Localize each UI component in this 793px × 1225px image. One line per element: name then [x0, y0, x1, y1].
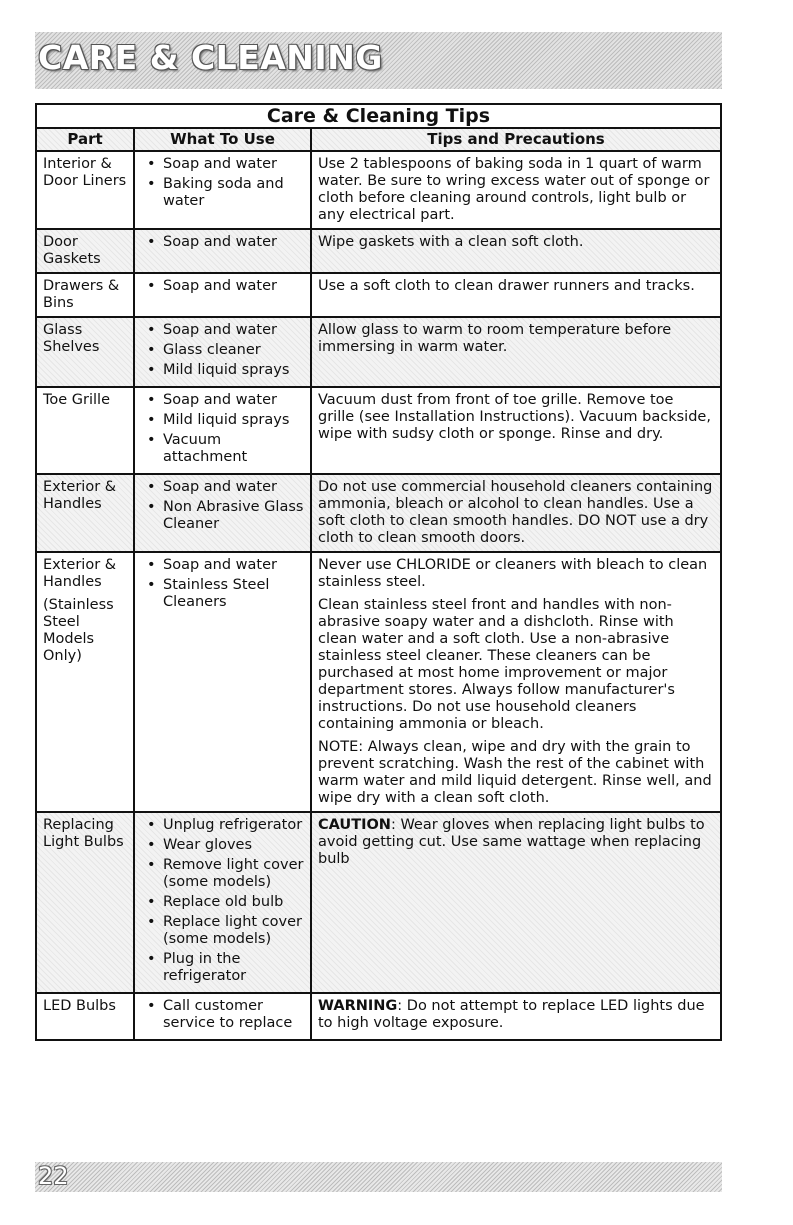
list-item: • Replace light cover (some models)	[141, 914, 304, 948]
list-item: • Soap and water	[141, 234, 304, 251]
tip-paragraph	[318, 998, 714, 1032]
part-name: Glass Shelves	[43, 322, 100, 355]
tips-cell	[311, 474, 721, 552]
part-name: Toe Grille	[43, 392, 110, 408]
what-to-use-cell	[134, 151, 311, 229]
part-name: LED Bulbs	[43, 998, 116, 1014]
list-item: • Soap and water	[141, 392, 304, 409]
tip-label: WARNING	[318, 998, 398, 1014]
list-item: • Soap and water	[141, 156, 304, 173]
part-cell	[36, 151, 134, 229]
tip-paragraph: Use 2 tablespoons of baking soda in 1 quart of warm water. Be sure to wring excess water out of sponge or cloth before cleaning around controls, light bulb or any electrical part.	[318, 156, 710, 223]
table-row	[36, 229, 721, 273]
what-to-use-cell	[134, 229, 311, 273]
tip-paragraph: Use a soft cloth to clean drawer runners and tracks.	[318, 278, 695, 294]
what-to-use-cell	[134, 273, 311, 317]
section-title: CARE & CLEANING	[38, 38, 383, 77]
list-item: • Soap and water	[141, 479, 304, 496]
list-item: • Mild liquid sprays	[141, 362, 304, 379]
list-item: • Wear gloves	[141, 837, 304, 854]
list-item: • Soap and water	[141, 278, 304, 295]
table-row	[36, 151, 721, 229]
what-to-use-list	[141, 817, 304, 985]
part-name: Exterior & Handles	[43, 557, 117, 590]
tips-cell	[311, 151, 721, 229]
list-item: • Plug in the refrigerator	[141, 951, 304, 985]
part-cell	[36, 474, 134, 552]
header-part: Part	[36, 128, 134, 151]
tips-cell	[311, 552, 721, 812]
part-name: Drawers & Bins	[43, 278, 120, 311]
what-to-use-list	[141, 479, 304, 533]
table-row	[36, 387, 721, 474]
part-cell	[36, 273, 134, 317]
part-name: Interior & Door Liners	[43, 156, 127, 189]
part-cell	[36, 993, 134, 1040]
what-to-use-cell	[134, 474, 311, 552]
tips-cell	[311, 812, 721, 993]
what-to-use-list	[141, 322, 304, 379]
page-number-band	[35, 1162, 722, 1192]
tip-text: : Do not attempt to replace LED lights due to high voltage exposure.	[318, 998, 705, 1031]
page-number: 22	[38, 1162, 69, 1190]
table-row	[36, 474, 721, 552]
part-name: Door Gaskets	[43, 234, 101, 267]
list-item: • Stainless Steel Cleaners	[141, 577, 304, 611]
table-row	[36, 552, 721, 812]
what-to-use-list	[141, 278, 304, 295]
tip-paragraph: Do not use commercial household cleaners containing ammonia, bleach or alcohol to clean handles. Use a soft cloth to clean smooth handles. DO NOT use a dry cloth to clean smooth doors.	[318, 479, 713, 546]
part-name: Replacing Light Bulbs	[43, 817, 124, 850]
what-to-use-cell	[134, 317, 311, 387]
list-item: • Glass cleaner	[141, 342, 304, 359]
what-to-use-cell	[134, 993, 311, 1040]
part-cell	[36, 317, 134, 387]
what-to-use-cell	[134, 552, 311, 812]
list-item: • Replace old bulb	[141, 894, 304, 911]
what-to-use-list	[141, 998, 304, 1032]
part-note: (Stainless Steel Models Only)	[43, 597, 114, 664]
tip-paragraph	[318, 817, 714, 868]
care-cleaning-table	[35, 103, 722, 1041]
list-item: • Unplug refrigerator	[141, 817, 304, 834]
part-cell	[36, 387, 134, 474]
what-to-use-list	[141, 156, 304, 210]
list-item: • Mild liquid sprays	[141, 412, 304, 429]
list-item: • Call customer service to replace	[141, 998, 304, 1032]
care-cleaning-table-wrapper	[35, 103, 722, 1041]
tips-cell	[311, 229, 721, 273]
tip-label: CAUTION	[318, 817, 391, 833]
tip-paragraph: NOTE: Always clean, wipe and dry with the grain to prevent scratching. Wash the rest of the cabinet with warm water and mild liquid detergent. Rinse well, and wipe dry with a clean soft cloth.	[318, 739, 712, 806]
part-name: Exterior & Handles	[43, 479, 117, 512]
what-to-use-list	[141, 557, 304, 611]
table-row	[36, 317, 721, 387]
what-to-use-list	[141, 392, 304, 466]
list-item: • Soap and water	[141, 322, 304, 339]
table-header-row	[36, 128, 721, 151]
part-cell	[36, 552, 134, 812]
list-item: • Remove light cover (some models)	[141, 857, 304, 891]
tip-paragraph: Vacuum dust from front of toe grille. Remove toe grille (see Installation Instructions). Vacuum backside, wipe with sudsy cloth or sponge. Rinse and dry.	[318, 392, 711, 442]
tips-cell	[311, 993, 721, 1040]
part-cell	[36, 229, 134, 273]
tip-paragraph: Wipe gaskets with a clean soft cloth.	[318, 234, 584, 250]
tips-cell	[311, 317, 721, 387]
tip-paragraph: Allow glass to warm to room temperature before immersing in warm water.	[318, 322, 672, 355]
what-to-use-list	[141, 234, 304, 251]
tip-text: : Wear gloves when replacing light bulbs to avoid getting cut. Use same wattage when replacing bulb	[318, 817, 705, 867]
table-caption: Care & Cleaning Tips	[36, 104, 721, 128]
what-to-use-cell	[134, 387, 311, 474]
tips-cell	[311, 273, 721, 317]
table-row	[36, 812, 721, 993]
list-item: • Baking soda and water	[141, 176, 304, 210]
header-tips: Tips and Precautions	[311, 128, 721, 151]
list-item: • Vacuum attachment	[141, 432, 304, 466]
list-item: • Non Abrasive Glass Cleaner	[141, 499, 304, 533]
what-to-use-cell	[134, 812, 311, 993]
header-what-to-use: What To Use	[134, 128, 311, 151]
tips-cell	[311, 387, 721, 474]
table-row	[36, 993, 721, 1040]
list-item: • Soap and water	[141, 557, 304, 574]
tip-paragraph: Clean stainless steel front and handles with non-abrasive soapy water and a dishcloth. Rinse with clean water and a soft cloth. Use a non-abrasive stainless steel cleaner. These cleaners can be purchased at most home improvement or major department stores. Always follow manufacturer's instructions. Do not use household cleaners containing ammonia or bleach.	[318, 597, 675, 732]
tip-paragraph: Never use CHLORIDE or cleaners with bleach to clean stainless steel.	[318, 557, 708, 590]
part-cell	[36, 812, 134, 993]
table-row	[36, 273, 721, 317]
